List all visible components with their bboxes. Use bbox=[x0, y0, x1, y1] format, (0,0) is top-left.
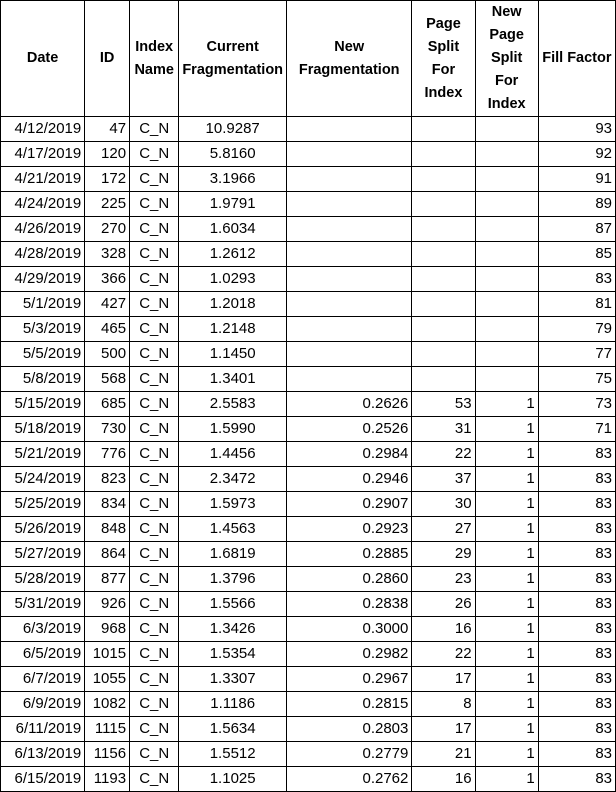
cell-index-name: C_N bbox=[130, 417, 179, 442]
table-row bbox=[1, 342, 616, 367]
cell-new-fragmentation bbox=[287, 242, 412, 267]
cell-new-page-split: 1 bbox=[475, 767, 538, 792]
cell-new-page-split bbox=[475, 167, 538, 192]
cell-new-fragmentation: 0.2779 bbox=[287, 742, 412, 767]
cell-id: 1082 bbox=[85, 692, 130, 717]
table-row bbox=[1, 142, 616, 167]
cell-new-page-split: 1 bbox=[475, 717, 538, 742]
table-row bbox=[1, 617, 616, 642]
cell-index-name: C_N bbox=[130, 117, 179, 142]
cell-new-page-split bbox=[475, 242, 538, 267]
cell-date: 6/5/2019 bbox=[1, 642, 85, 667]
cell-current-fragmentation: 1.1186 bbox=[179, 692, 287, 717]
cell-fill-factor: 81 bbox=[538, 292, 615, 317]
table-row bbox=[1, 217, 616, 242]
cell-id: 47 bbox=[85, 117, 130, 142]
cell-page-split bbox=[412, 167, 475, 192]
cell-new-page-split bbox=[475, 342, 538, 367]
cell-id: 926 bbox=[85, 592, 130, 617]
cell-current-fragmentation: 1.5566 bbox=[179, 592, 287, 617]
cell-id: 366 bbox=[85, 267, 130, 292]
cell-id: 834 bbox=[85, 492, 130, 517]
table-row bbox=[1, 167, 616, 192]
cell-new-fragmentation: 0.2946 bbox=[287, 467, 412, 492]
cell-new-fragmentation: 0.2982 bbox=[287, 642, 412, 667]
cell-current-fragmentation: 1.5990 bbox=[179, 417, 287, 442]
cell-current-fragmentation: 3.1966 bbox=[179, 167, 287, 192]
cell-current-fragmentation: 1.4456 bbox=[179, 442, 287, 467]
table-row bbox=[1, 442, 616, 467]
cell-id: 968 bbox=[85, 617, 130, 642]
cell-new-fragmentation: 0.2626 bbox=[287, 392, 412, 417]
cell-id: 1156 bbox=[85, 742, 130, 767]
header-new-page-split-for-index: New Page Split For Index bbox=[475, 1, 538, 117]
cell-current-fragmentation: 1.2148 bbox=[179, 317, 287, 342]
cell-fill-factor: 85 bbox=[538, 242, 615, 267]
cell-id: 1055 bbox=[85, 667, 130, 692]
cell-index-name: C_N bbox=[130, 692, 179, 717]
cell-current-fragmentation: 1.3307 bbox=[179, 667, 287, 692]
cell-new-page-split: 1 bbox=[475, 442, 538, 467]
cell-index-name: C_N bbox=[130, 392, 179, 417]
cell-new-page-split bbox=[475, 267, 538, 292]
cell-new-page-split: 1 bbox=[475, 467, 538, 492]
cell-id: 730 bbox=[85, 417, 130, 442]
cell-current-fragmentation: 1.3796 bbox=[179, 567, 287, 592]
cell-fill-factor: 83 bbox=[538, 267, 615, 292]
cell-new-fragmentation: 0.2984 bbox=[287, 442, 412, 467]
cell-new-page-split: 1 bbox=[475, 617, 538, 642]
cell-index-name: C_N bbox=[130, 667, 179, 692]
header-row bbox=[1, 1, 616, 117]
cell-index-name: C_N bbox=[130, 192, 179, 217]
cell-page-split bbox=[412, 267, 475, 292]
cell-date: 5/8/2019 bbox=[1, 367, 85, 392]
cell-new-fragmentation: 0.3000 bbox=[287, 617, 412, 642]
cell-date: 5/27/2019 bbox=[1, 542, 85, 567]
cell-new-fragmentation: 0.2967 bbox=[287, 667, 412, 692]
cell-page-split: 31 bbox=[412, 417, 475, 442]
cell-page-split: 27 bbox=[412, 517, 475, 542]
cell-id: 877 bbox=[85, 567, 130, 592]
cell-fill-factor: 92 bbox=[538, 142, 615, 167]
cell-fill-factor: 87 bbox=[538, 217, 615, 242]
cell-date: 5/28/2019 bbox=[1, 567, 85, 592]
table-row bbox=[1, 417, 616, 442]
cell-fill-factor: 83 bbox=[538, 692, 615, 717]
cell-new-page-split: 1 bbox=[475, 692, 538, 717]
cell-index-name: C_N bbox=[130, 717, 179, 742]
table-row bbox=[1, 367, 616, 392]
cell-new-fragmentation bbox=[287, 342, 412, 367]
table-row bbox=[1, 642, 616, 667]
cell-new-page-split bbox=[475, 367, 538, 392]
cell-id: 270 bbox=[85, 217, 130, 242]
cell-fill-factor: 93 bbox=[538, 117, 615, 142]
header-current-fragmentation: Current Fragmentation bbox=[179, 1, 287, 117]
cell-new-page-split: 1 bbox=[475, 417, 538, 442]
cell-date: 4/29/2019 bbox=[1, 267, 85, 292]
cell-date: 4/21/2019 bbox=[1, 167, 85, 192]
table-row bbox=[1, 667, 616, 692]
table-row bbox=[1, 292, 616, 317]
cell-fill-factor: 83 bbox=[538, 592, 615, 617]
cell-id: 823 bbox=[85, 467, 130, 492]
cell-fill-factor: 83 bbox=[538, 667, 615, 692]
cell-page-split: 37 bbox=[412, 467, 475, 492]
cell-new-fragmentation: 0.2815 bbox=[287, 692, 412, 717]
cell-new-page-split: 1 bbox=[475, 642, 538, 667]
cell-current-fragmentation: 1.2612 bbox=[179, 242, 287, 267]
cell-new-fragmentation bbox=[287, 167, 412, 192]
cell-fill-factor: 83 bbox=[538, 442, 615, 467]
cell-page-split: 22 bbox=[412, 642, 475, 667]
cell-id: 328 bbox=[85, 242, 130, 267]
cell-current-fragmentation: 1.5973 bbox=[179, 492, 287, 517]
cell-fill-factor: 83 bbox=[538, 642, 615, 667]
table-row bbox=[1, 492, 616, 517]
cell-current-fragmentation: 1.1450 bbox=[179, 342, 287, 367]
cell-new-fragmentation bbox=[287, 292, 412, 317]
cell-fill-factor: 77 bbox=[538, 342, 615, 367]
cell-fill-factor: 83 bbox=[538, 617, 615, 642]
cell-id: 500 bbox=[85, 342, 130, 367]
cell-index-name: C_N bbox=[130, 617, 179, 642]
cell-new-fragmentation: 0.2762 bbox=[287, 767, 412, 792]
table-row bbox=[1, 767, 616, 792]
cell-fill-factor: 83 bbox=[538, 767, 615, 792]
cell-id: 465 bbox=[85, 317, 130, 342]
cell-id: 427 bbox=[85, 292, 130, 317]
cell-current-fragmentation: 1.1025 bbox=[179, 767, 287, 792]
table-row bbox=[1, 467, 616, 492]
cell-index-name: C_N bbox=[130, 342, 179, 367]
cell-index-name: C_N bbox=[130, 292, 179, 317]
cell-date: 5/24/2019 bbox=[1, 467, 85, 492]
cell-index-name: C_N bbox=[130, 142, 179, 167]
cell-id: 848 bbox=[85, 517, 130, 542]
cell-page-split: 30 bbox=[412, 492, 475, 517]
table-row bbox=[1, 592, 616, 617]
cell-new-fragmentation: 0.2803 bbox=[287, 717, 412, 742]
cell-new-fragmentation bbox=[287, 142, 412, 167]
cell-new-fragmentation bbox=[287, 267, 412, 292]
cell-index-name: C_N bbox=[130, 767, 179, 792]
cell-page-split bbox=[412, 117, 475, 142]
cell-index-name: C_N bbox=[130, 567, 179, 592]
cell-new-page-split: 1 bbox=[475, 517, 538, 542]
cell-index-name: C_N bbox=[130, 592, 179, 617]
cell-date: 4/26/2019 bbox=[1, 217, 85, 242]
cell-date: 6/3/2019 bbox=[1, 617, 85, 642]
header-fill-factor: Fill Factor bbox=[538, 1, 615, 117]
cell-date: 4/12/2019 bbox=[1, 117, 85, 142]
cell-page-split: 53 bbox=[412, 392, 475, 417]
cell-id: 225 bbox=[85, 192, 130, 217]
table-row bbox=[1, 742, 616, 767]
table-row bbox=[1, 192, 616, 217]
cell-new-fragmentation bbox=[287, 117, 412, 142]
cell-page-split: 22 bbox=[412, 442, 475, 467]
cell-new-page-split: 1 bbox=[475, 592, 538, 617]
cell-date: 5/5/2019 bbox=[1, 342, 85, 367]
cell-current-fragmentation: 1.5512 bbox=[179, 742, 287, 767]
cell-page-split bbox=[412, 242, 475, 267]
cell-index-name: C_N bbox=[130, 517, 179, 542]
cell-id: 568 bbox=[85, 367, 130, 392]
cell-index-name: C_N bbox=[130, 242, 179, 267]
cell-index-name: C_N bbox=[130, 642, 179, 667]
cell-fill-factor: 83 bbox=[538, 742, 615, 767]
cell-new-page-split: 1 bbox=[475, 392, 538, 417]
header-date: Date bbox=[1, 1, 85, 117]
cell-fill-factor: 89 bbox=[538, 192, 615, 217]
cell-current-fragmentation: 1.6034 bbox=[179, 217, 287, 242]
cell-page-split bbox=[412, 342, 475, 367]
cell-current-fragmentation: 1.9791 bbox=[179, 192, 287, 217]
cell-new-page-split: 1 bbox=[475, 667, 538, 692]
cell-current-fragmentation: 1.0293 bbox=[179, 267, 287, 292]
cell-current-fragmentation: 2.3472 bbox=[179, 467, 287, 492]
cell-current-fragmentation: 2.5583 bbox=[179, 392, 287, 417]
table-row bbox=[1, 117, 616, 142]
cell-new-page-split bbox=[475, 217, 538, 242]
cell-fill-factor: 83 bbox=[538, 492, 615, 517]
cell-new-fragmentation bbox=[287, 317, 412, 342]
cell-id: 685 bbox=[85, 392, 130, 417]
table-row bbox=[1, 517, 616, 542]
cell-new-fragmentation: 0.2923 bbox=[287, 517, 412, 542]
cell-date: 6/11/2019 bbox=[1, 717, 85, 742]
cell-date: 5/18/2019 bbox=[1, 417, 85, 442]
cell-page-split: 17 bbox=[412, 667, 475, 692]
cell-index-name: C_N bbox=[130, 317, 179, 342]
cell-date: 5/3/2019 bbox=[1, 317, 85, 342]
cell-index-name: C_N bbox=[130, 742, 179, 767]
cell-index-name: C_N bbox=[130, 367, 179, 392]
cell-new-page-split: 1 bbox=[475, 542, 538, 567]
cell-page-split: 16 bbox=[412, 617, 475, 642]
cell-current-fragmentation: 1.2018 bbox=[179, 292, 287, 317]
cell-id: 172 bbox=[85, 167, 130, 192]
cell-page-split bbox=[412, 192, 475, 217]
cell-current-fragmentation: 1.5354 bbox=[179, 642, 287, 667]
header-id: ID bbox=[85, 1, 130, 117]
cell-id: 864 bbox=[85, 542, 130, 567]
cell-page-split: 23 bbox=[412, 567, 475, 592]
cell-page-split: 29 bbox=[412, 542, 475, 567]
cell-index-name: C_N bbox=[130, 467, 179, 492]
cell-new-page-split bbox=[475, 117, 538, 142]
cell-id: 120 bbox=[85, 142, 130, 167]
cell-date: 4/24/2019 bbox=[1, 192, 85, 217]
cell-fill-factor: 83 bbox=[538, 567, 615, 592]
header-new-fragmentation: New Fragmentation bbox=[287, 1, 412, 117]
cell-current-fragmentation: 1.3401 bbox=[179, 367, 287, 392]
cell-fill-factor: 75 bbox=[538, 367, 615, 392]
cell-date: 4/28/2019 bbox=[1, 242, 85, 267]
cell-current-fragmentation: 1.6819 bbox=[179, 542, 287, 567]
cell-page-split bbox=[412, 142, 475, 167]
cell-page-split bbox=[412, 217, 475, 242]
cell-new-page-split: 1 bbox=[475, 567, 538, 592]
cell-fill-factor: 83 bbox=[538, 542, 615, 567]
cell-page-split bbox=[412, 367, 475, 392]
cell-date: 5/31/2019 bbox=[1, 592, 85, 617]
cell-index-name: C_N bbox=[130, 217, 179, 242]
table-row bbox=[1, 242, 616, 267]
cell-date: 6/15/2019 bbox=[1, 767, 85, 792]
cell-date: 5/1/2019 bbox=[1, 292, 85, 317]
cell-current-fragmentation: 1.3426 bbox=[179, 617, 287, 642]
cell-current-fragmentation: 1.4563 bbox=[179, 517, 287, 542]
cell-page-split bbox=[412, 317, 475, 342]
table-row bbox=[1, 317, 616, 342]
cell-fill-factor: 83 bbox=[538, 517, 615, 542]
cell-new-page-split: 1 bbox=[475, 742, 538, 767]
cell-new-fragmentation: 0.2838 bbox=[287, 592, 412, 617]
cell-index-name: C_N bbox=[130, 492, 179, 517]
cell-new-fragmentation: 0.2860 bbox=[287, 567, 412, 592]
cell-fill-factor: 79 bbox=[538, 317, 615, 342]
cell-index-name: C_N bbox=[130, 167, 179, 192]
cell-date: 6/9/2019 bbox=[1, 692, 85, 717]
cell-id: 1193 bbox=[85, 767, 130, 792]
table-row bbox=[1, 567, 616, 592]
cell-date: 6/7/2019 bbox=[1, 667, 85, 692]
cell-date: 5/25/2019 bbox=[1, 492, 85, 517]
cell-fill-factor: 71 bbox=[538, 417, 615, 442]
cell-fill-factor: 83 bbox=[538, 717, 615, 742]
cell-current-fragmentation: 5.8160 bbox=[179, 142, 287, 167]
cell-fill-factor: 83 bbox=[538, 467, 615, 492]
cell-new-fragmentation: 0.2885 bbox=[287, 542, 412, 567]
header-page-split-for-index: Page Split For Index bbox=[412, 1, 475, 117]
cell-current-fragmentation: 10.9287 bbox=[179, 117, 287, 142]
cell-page-split: 17 bbox=[412, 717, 475, 742]
cell-new-fragmentation: 0.2907 bbox=[287, 492, 412, 517]
table-row bbox=[1, 392, 616, 417]
cell-new-fragmentation: 0.2526 bbox=[287, 417, 412, 442]
cell-page-split: 26 bbox=[412, 592, 475, 617]
cell-new-page-split bbox=[475, 192, 538, 217]
cell-id: 776 bbox=[85, 442, 130, 467]
table-row bbox=[1, 267, 616, 292]
cell-page-split: 21 bbox=[412, 742, 475, 767]
cell-new-page-split bbox=[475, 292, 538, 317]
cell-date: 5/21/2019 bbox=[1, 442, 85, 467]
cell-date: 5/26/2019 bbox=[1, 517, 85, 542]
cell-id: 1015 bbox=[85, 642, 130, 667]
cell-fill-factor: 73 bbox=[538, 392, 615, 417]
cell-index-name: C_N bbox=[130, 442, 179, 467]
cell-new-page-split bbox=[475, 142, 538, 167]
cell-current-fragmentation: 1.5634 bbox=[179, 717, 287, 742]
cell-new-page-split bbox=[475, 317, 538, 342]
table-row bbox=[1, 692, 616, 717]
cell-fill-factor: 91 bbox=[538, 167, 615, 192]
cell-date: 4/17/2019 bbox=[1, 142, 85, 167]
cell-index-name: C_N bbox=[130, 267, 179, 292]
cell-page-split bbox=[412, 292, 475, 317]
header-index-name: Index Name bbox=[130, 1, 179, 117]
cell-new-fragmentation bbox=[287, 192, 412, 217]
cell-new-page-split: 1 bbox=[475, 492, 538, 517]
cell-page-split: 16 bbox=[412, 767, 475, 792]
cell-page-split: 8 bbox=[412, 692, 475, 717]
cell-id: 1115 bbox=[85, 717, 130, 742]
cell-new-fragmentation bbox=[287, 217, 412, 242]
cell-date: 6/13/2019 bbox=[1, 742, 85, 767]
table-row bbox=[1, 542, 616, 567]
cell-date: 5/15/2019 bbox=[1, 392, 85, 417]
cell-new-fragmentation bbox=[287, 367, 412, 392]
table-row bbox=[1, 717, 616, 742]
cell-index-name: C_N bbox=[130, 542, 179, 567]
